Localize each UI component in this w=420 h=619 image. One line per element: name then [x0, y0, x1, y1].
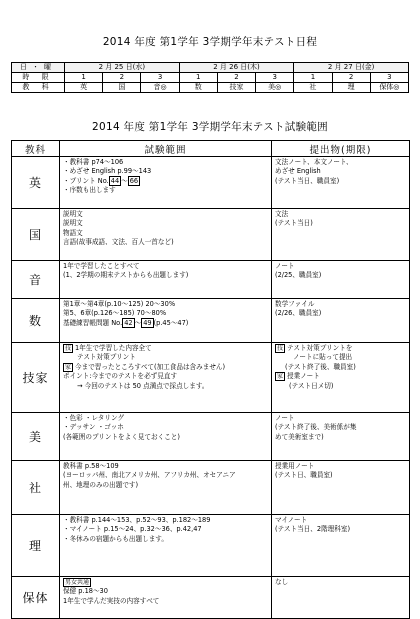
scope-tech-home: [60, 343, 272, 413]
subject-cell: 国: [103, 83, 141, 93]
submission-line: マイノート: [275, 516, 308, 524]
submission-line: ノートに貼って提出: [293, 353, 353, 362]
submission-math: [272, 299, 410, 343]
range-sep: 〜: [121, 176, 128, 185]
scope-line: テスト対策プリント: [77, 353, 136, 362]
submission-line: (テスト日メ切): [289, 381, 334, 390]
subject-cell: 数: [179, 83, 217, 93]
scope-line: 州、地理のみの出題です): [63, 480, 139, 489]
scope-line: ・マイノート p.15〜24、p.32〜36、p.42,47: [63, 525, 202, 534]
subject-cell: 技家: [217, 83, 255, 93]
subject-cell: 英: [65, 83, 103, 93]
boxed-number: 49: [143, 318, 152, 327]
scope-line: → 今回のテストは 50 点満点で採点します。: [77, 381, 209, 390]
scope-line: 物語文: [63, 228, 83, 237]
submission-line: 授業用ノート: [275, 462, 315, 470]
period-cell: 2: [103, 73, 141, 83]
submission-music: [272, 261, 410, 299]
scope-row-music: [12, 261, 410, 299]
scope-line: 1年で学習したことすべて: [63, 262, 140, 270]
scope-line: [63, 363, 268, 372]
subject-cell: 社: [294, 83, 332, 93]
scope-line: (各範囲のプリントをよく見ておくこと): [63, 432, 180, 441]
scope-line: (1、2学期の期末テストからも出題します): [63, 271, 189, 280]
scope-row-math: [12, 299, 410, 343]
range-sep: 〜: [134, 318, 142, 327]
subject-math: 数: [12, 299, 60, 343]
scope-line: [63, 344, 268, 353]
submission-text: 授業ノート: [287, 372, 320, 381]
submission-line: めざせ English: [275, 167, 321, 176]
subject-science: 理: [12, 515, 60, 577]
submission-japanese: [272, 209, 410, 261]
row-label-period: 時 限: [12, 73, 65, 83]
scope-text: 今まで習ったところすべて(加工食品は含みません): [75, 362, 226, 371]
schedule-day-row: [12, 63, 409, 73]
period-cell: 2: [217, 73, 255, 83]
submission-art: [272, 413, 410, 461]
scope-line: 説明文: [63, 219, 83, 228]
submission-pe: [272, 577, 410, 619]
submission-line: (テスト終了後、美術係が集: [275, 423, 357, 432]
submission-line: [275, 372, 406, 381]
schedule-title: 2014 年度 第1学年 3学期学年末テスト日程: [102, 36, 318, 48]
scope-line: 第5、6章(p.126〜185) 70〜80%: [63, 309, 167, 318]
page-range: (p.45〜47): [153, 318, 189, 327]
scope-line: ・色彩 ・レタリング: [63, 414, 125, 422]
scope-line: [63, 177, 268, 186]
scope-line: (ヨーロッパ州、南北アメリカ州、アフリカ州、オセアニア: [63, 471, 236, 480]
row-label-subject: 教 科: [12, 83, 65, 93]
submission-line: 文法: [275, 210, 289, 218]
subject-cell: 保体◎: [370, 83, 408, 93]
home-tag: 家: [65, 363, 72, 371]
tech-tag: 技: [65, 345, 72, 352]
scope-line: 1年生で学んだ実技の内容すべて: [63, 596, 160, 605]
exam-schedule-table: [11, 62, 409, 93]
scope-line: [63, 319, 268, 328]
submission-line: (テスト当日、職員室): [275, 176, 340, 185]
scope-line: 第1章〜第4章(p.10〜125) 20〜30%: [63, 300, 176, 308]
scope-line: ・めざせ English p.99〜143: [63, 167, 152, 176]
row-label-day: 日・曜: [12, 63, 65, 73]
scope-math: [60, 299, 272, 343]
exam-scope-table: [11, 140, 410, 619]
scope-japanese: [60, 209, 272, 261]
scope-line: ・デッサン ・ゴッホ: [63, 423, 124, 432]
scope-line: ・序数も出します: [63, 186, 116, 195]
header-submission: 提出物(期限): [272, 141, 410, 157]
scope-row-science: [12, 515, 410, 577]
period-cell: 2: [332, 73, 370, 83]
subject-social: 社: [12, 461, 60, 515]
scope-english: [60, 157, 272, 209]
day-1: 2 月 25 日(水): [65, 63, 180, 73]
home-tag: 家: [277, 373, 284, 381]
scope-line: 教科書 p.58〜109: [63, 462, 119, 470]
scope-row-art: [12, 413, 410, 461]
submission-line: ノート: [275, 262, 295, 270]
submission-line: (テスト終了後、職員室): [285, 362, 356, 371]
header-subject: 教科: [12, 141, 60, 157]
scope-row-english: [12, 157, 410, 209]
scope-art: [60, 413, 272, 461]
submission-line: [275, 344, 406, 353]
scope-line: ・冬休みの宿題からも出題します。: [63, 534, 168, 543]
day-3: 2 月 27 日(金): [294, 63, 409, 73]
submission-line: なし: [275, 578, 289, 586]
boxed-number: 44: [110, 176, 120, 185]
tech-tag: 技: [277, 345, 284, 352]
submission-line: 文法ノート、本文ノート、: [275, 158, 353, 166]
submission-tech-home: [272, 343, 410, 413]
subject-tech-home: 技家: [12, 343, 60, 413]
scope-row-tech-home: [12, 343, 410, 413]
submission-line: (2/26、職員室): [275, 309, 322, 318]
scope-row-japanese: [12, 209, 410, 261]
submission-line: ノート: [275, 414, 295, 422]
submission-english: [272, 157, 410, 209]
submission-line: (テスト日、職員室): [275, 471, 333, 480]
print-prefix: ・プリント No.: [63, 176, 109, 185]
scope-science: [60, 515, 272, 577]
header-scope: 試験範囲: [60, 141, 272, 157]
scope-row-social: [12, 461, 410, 515]
scope-line: 言語(故事成語、文法、百人一首など): [63, 238, 174, 247]
scope-line: ポイント:今までのテストを必ず見直す: [63, 372, 178, 381]
scope-pe: [60, 577, 272, 619]
schedule-subject-row: [12, 83, 409, 93]
scope-header-row: [12, 141, 410, 157]
period-cell: 1: [179, 73, 217, 83]
scope-social: [60, 461, 272, 515]
period-cell: 3: [370, 73, 408, 83]
submission-social: [272, 461, 410, 515]
schedule-period-row: [12, 73, 409, 83]
common-tag: 男女共通: [65, 579, 90, 586]
submission-line: 数学ファイル: [275, 300, 315, 308]
scope-line: 保健 p.18〜30: [63, 587, 108, 596]
scope-text: 1年生で学習した内容全て: [75, 344, 152, 352]
day-2: 2 月 26 日(木): [179, 63, 294, 73]
period-cell: 3: [256, 73, 294, 83]
scope-line: ・教科書 p74〜106: [63, 158, 124, 166]
boxed-number: 42: [124, 318, 133, 327]
subject-pe: 保体: [12, 577, 60, 619]
submission-text: テスト対策プリントを: [287, 344, 353, 352]
subject-music: 音: [12, 261, 60, 299]
subject-cell: 音◎: [141, 83, 179, 93]
subject-cell: 理: [332, 83, 370, 93]
scope-line: 説明文: [63, 210, 83, 218]
submission-science: [272, 515, 410, 577]
period-cell: 3: [141, 73, 179, 83]
subject-cell: 美◎: [256, 83, 294, 93]
scope-line: ・教科書 p.144〜153、p.52〜93、p.182〜189: [63, 516, 211, 524]
subject-japanese: 国: [12, 209, 60, 261]
boxed-number: 66: [129, 176, 139, 185]
submission-line: (テスト当日): [275, 219, 313, 228]
scope-row-pe: [12, 577, 410, 619]
submission-line: めて美術室まで): [275, 432, 324, 441]
workbook-prefix: 基礎練習帳問題 No.: [63, 318, 123, 327]
submission-line: (テスト当日、2階理科室): [275, 525, 351, 534]
scope-title: 2014 年度 第1学年 3学期学年末テスト試験範囲: [92, 121, 328, 133]
subject-art: 美: [12, 413, 60, 461]
submission-line: (2/25、職員室): [275, 271, 322, 280]
subject-english: 英: [12, 157, 60, 209]
period-cell: 1: [294, 73, 332, 83]
scope-line: [63, 578, 268, 587]
period-cell: 1: [65, 73, 103, 83]
scope-music: [60, 261, 272, 299]
